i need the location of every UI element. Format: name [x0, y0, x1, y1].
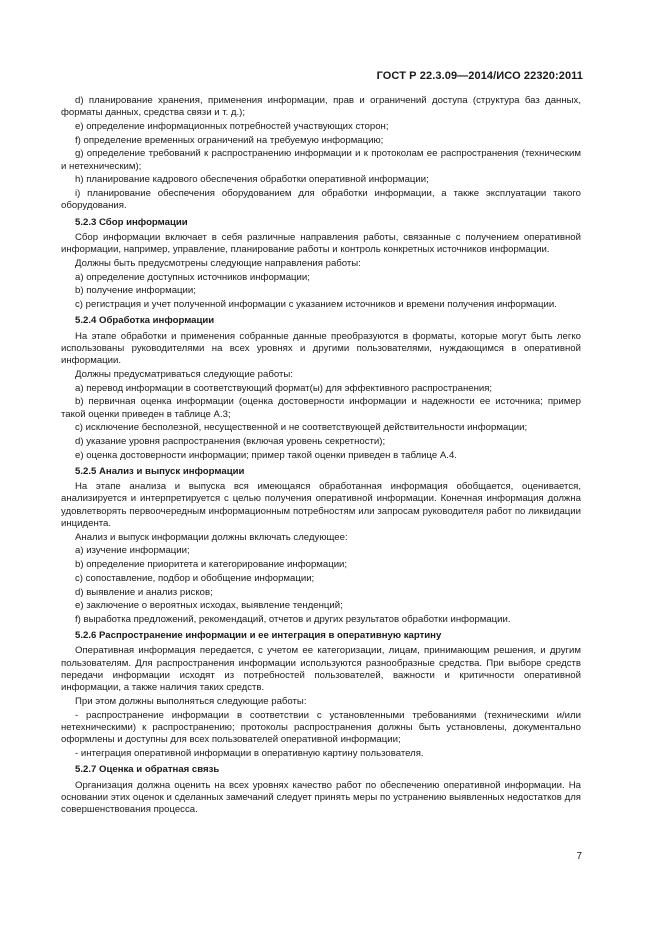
paragraph: e) оценка достоверности информации; пример такой оценки приведен в таблице А.4.	[75, 449, 457, 461]
document-body	[61, 95, 581, 818]
paragraph: c) исключение бесполезной, несущественной и не соответствующей действительности информации;	[75, 422, 528, 434]
paragraph: Анализ и выпуск информации должны включать следующее:	[75, 531, 348, 543]
section-heading: 5.2.5 Анализ и выпуск информации	[75, 465, 245, 477]
standard-header: ГОСТ Р 22.3.09—2014/ИСО 22320:2011	[376, 70, 583, 82]
paragraph: b) первичная оценка информации (оценка достоверности информации и надежности ее источника; пример такой оценки приведен в таблице А.3;	[61, 396, 581, 420]
paragraph: d) планирование хранения, применения информации, прав и ограничений доступа (структура баз данных, форматы данных, средства связи и т. д.);	[61, 95, 581, 119]
page-number: 7	[576, 851, 582, 862]
paragraph: Оперативная информация передается, с учетом ее категоризации, лицам, принимающим решения, и другим пользователям. Для распространения информации используются разнообразные средства. При выборе средств передачи информации исходят из потребностей пользователей, важности и критичности оперативной информации, а также наличия таких средств.	[61, 645, 581, 694]
paragraph: e) определение информационных потребностей участвующих сторон;	[75, 120, 389, 132]
paragraph: c) регистрация и учет полученной информации с указанием источников и времени получения информации.	[75, 298, 557, 310]
paragraph: При этом должны выполняться следующие работы:	[75, 696, 307, 708]
paragraph: - распространение информации в соответствии с установленными требованиями (техническими и/или нетехническими) к распространению; протоколы распространения должны быть установлены, документально оформлены и доступны для всех пользователей оперативной информации;	[61, 709, 581, 746]
paragraph: a) изучение информации;	[75, 545, 190, 557]
paragraph: b) определение приоритета и категорирование информации;	[75, 559, 348, 571]
paragraph: Сбор информации включает в себя различные направления работы, связанные с получением оперативной информации, например, управление, планирование работы и контроль конкретных источников информации.	[61, 231, 581, 256]
paragraph: a) определение доступных источников информации;	[75, 271, 310, 283]
paragraph: - интеграция оперативной информации в оперативную картину пользователя.	[75, 748, 424, 760]
paragraph: На этапе обработки и применения собранные данные преобразуются в форматы, которые могут быть легко использованы руководителями на всех уровнях и другими пользователями, нуждающимся в оперативной информации.	[61, 330, 581, 367]
section-heading: 5.2.3 Сбор информации	[75, 216, 188, 228]
paragraph: b) получение информации;	[75, 285, 196, 297]
paragraph: f) определение временных ограничений на требуемую информацию;	[75, 134, 384, 146]
paragraph: f) выработка предложений, рекомендаций, отчетов и других результатов обработки информации.	[75, 613, 511, 625]
section-heading: 5.2.6 Распространение информации и ее интеграция в оперативную картину	[75, 630, 442, 642]
paragraph: На этапе анализа и выпуска вся имеющаяся обработанная информация обобщается, оценивается, анализируется и интерпретируется с целью получения оперативной информации. Конечная информация должна удовлетворять первоочередным информационным потребностям или запросам руководителя работ по ликвидации инцидента.	[61, 481, 581, 530]
paragraph: i) планирование обеспечения оборудованием для обработки информации, а также эксплуатации такого оборудования.	[61, 188, 581, 212]
section-heading: 5.2.4 Обработка информации	[75, 315, 215, 327]
paragraph: d) выявление и анализ рисков;	[75, 586, 213, 598]
paragraph: Должны быть предусмотрены следующие направления работы:	[75, 257, 361, 269]
paragraph: g) определение требований к распространению информации и к протоколам ее распространения (техническим и нетехническим);	[61, 148, 581, 172]
paragraph: h) планирование кадрового обеспечения обработки оперативной информации;	[75, 174, 429, 186]
paragraph: Организация должна оценить на всех уровнях качество работ по обеспечению оперативной информации. На основании этих оценок и сделанных замечаний следует принять меры по устранению выявленных недостатков для совершенствования процесса.	[61, 779, 581, 816]
paragraph: c) сопоставление, подбор и обобщение информации;	[75, 572, 315, 584]
section-heading: 5.2.7 Оценка и обратная связь	[75, 764, 220, 776]
paragraph: a) перевод информации в соответствующий формат(ы) для эффективного распространения;	[75, 382, 493, 394]
paragraph: Должны предусматриваться следующие работы:	[75, 368, 293, 380]
paragraph: d) указание уровня распространения (включая уровень секретности);	[75, 435, 386, 447]
paragraph: e) заключение о вероятных исходах, выявление тенденций;	[75, 600, 343, 612]
